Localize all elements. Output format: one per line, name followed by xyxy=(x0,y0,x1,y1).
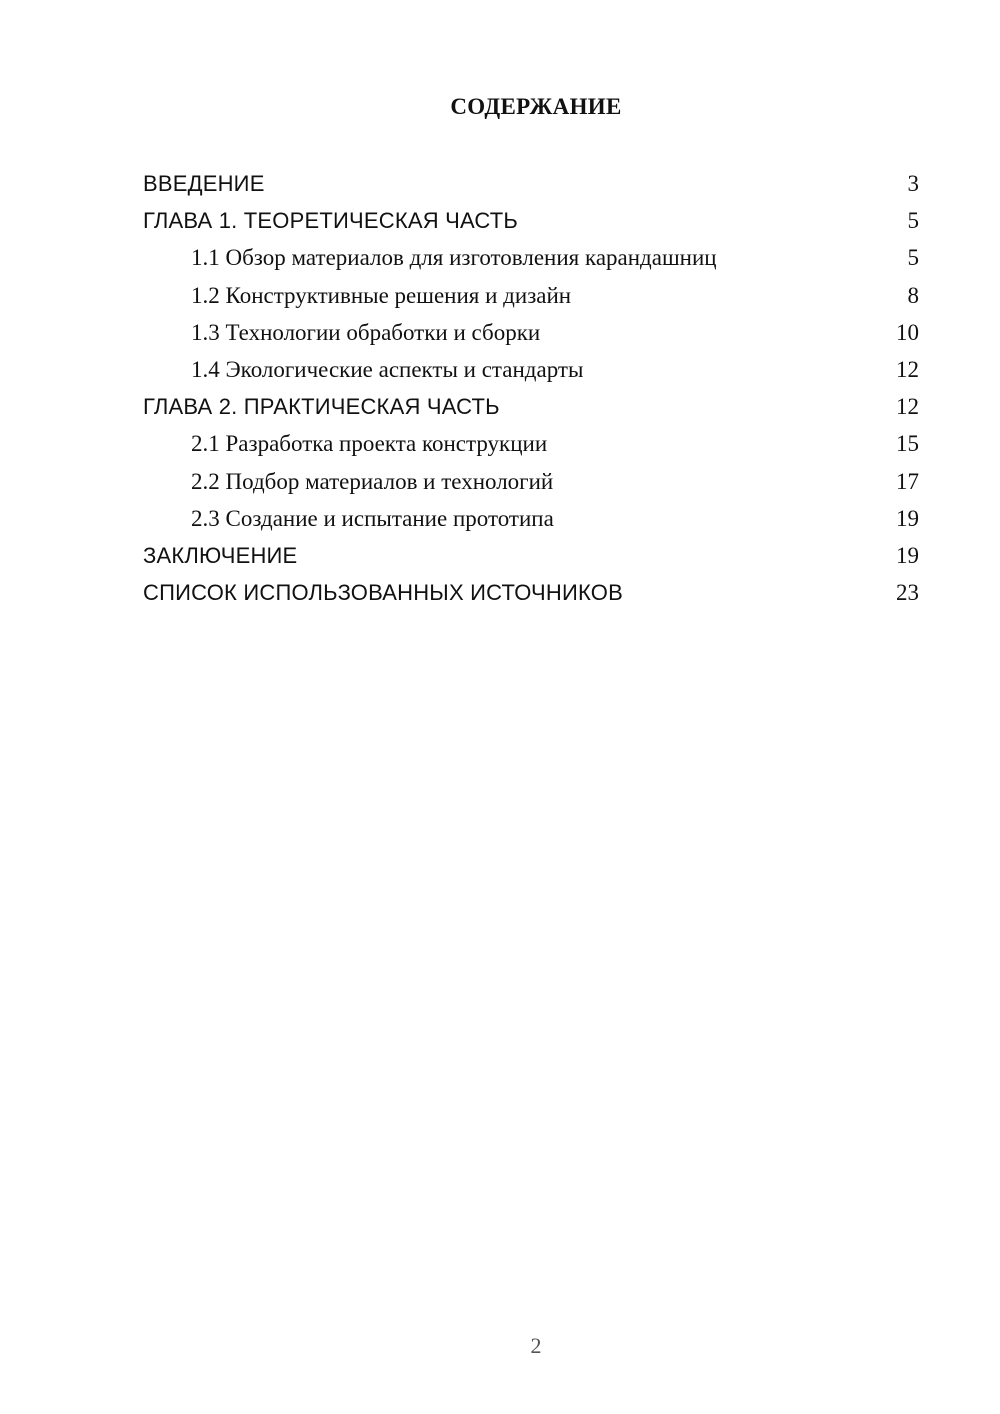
toc-entry-label: 1.1 Обзор материалов для изготовления карандашниц xyxy=(191,245,717,271)
table-of-contents xyxy=(143,165,919,611)
toc-entry-section-2-1 xyxy=(143,425,919,462)
toc-entry-page: 5 xyxy=(907,208,919,234)
toc-entry-label: 2.2 Подбор материалов и технологий xyxy=(191,468,554,494)
toc-entry-section-2-2 xyxy=(143,463,919,500)
toc-entry-page: 5 xyxy=(907,245,919,271)
toc-entry-section-1-4 xyxy=(143,351,919,388)
toc-entry-page: 15 xyxy=(896,431,919,457)
toc-entry-section-1-3 xyxy=(143,314,919,351)
toc-entry-label: 1.3 Технологии обработки и сборки xyxy=(191,319,541,345)
toc-entry-label: 2.1 Разработка проекта конструкции xyxy=(191,431,548,457)
toc-entry-conclusion xyxy=(143,537,919,574)
toc-entry-section-2-3 xyxy=(143,500,919,537)
toc-entry-introduction xyxy=(143,165,919,202)
toc-entry-label: 1.2 Конструктивные решения и дизайн xyxy=(191,282,572,308)
toc-entry-chapter-2 xyxy=(143,388,919,425)
toc-entry-page: 12 xyxy=(896,394,919,420)
toc-entry-page: 8 xyxy=(907,282,919,308)
toc-entry-label: 2.3 Создание и испытание прототипа xyxy=(191,505,554,531)
toc-entry-label: СПИСОК ИСПОЛЬЗОВАННЫХ ИСТОЧНИКОВ xyxy=(143,580,623,606)
toc-entry-label: ЗАКЛЮЧЕНИЕ xyxy=(143,542,298,568)
toc-entry-label: ГЛАВА 1. ТЕОРЕТИЧЕСКАЯ ЧАСТЬ xyxy=(143,208,519,234)
toc-entry-chapter-1 xyxy=(143,202,919,239)
toc-entry-label: ВВЕДЕНИЕ xyxy=(143,171,265,196)
toc-entry-page: 17 xyxy=(896,468,919,494)
toc-entry-section-1-2 xyxy=(143,277,919,314)
toc-entry-page: 19 xyxy=(896,505,919,531)
toc-entry-page: 3 xyxy=(907,171,919,196)
toc-entry-section-1-1 xyxy=(143,239,919,276)
toc-entry-page: 19 xyxy=(896,542,919,568)
toc-entry-page: 12 xyxy=(896,356,919,382)
toc-title: СОДЕРЖАНИЕ xyxy=(450,94,622,119)
page-number: 2 xyxy=(530,1333,542,1358)
toc-entry-label: 1.4 Экологические аспекты и стандарты xyxy=(191,356,584,382)
toc-entry-label: ГЛАВА 2. ПРАКТИЧЕСКАЯ ЧАСТЬ xyxy=(143,394,500,420)
toc-entry-page: 10 xyxy=(896,319,919,345)
toc-entry-page: 23 xyxy=(896,580,919,606)
toc-entry-references xyxy=(143,574,919,611)
